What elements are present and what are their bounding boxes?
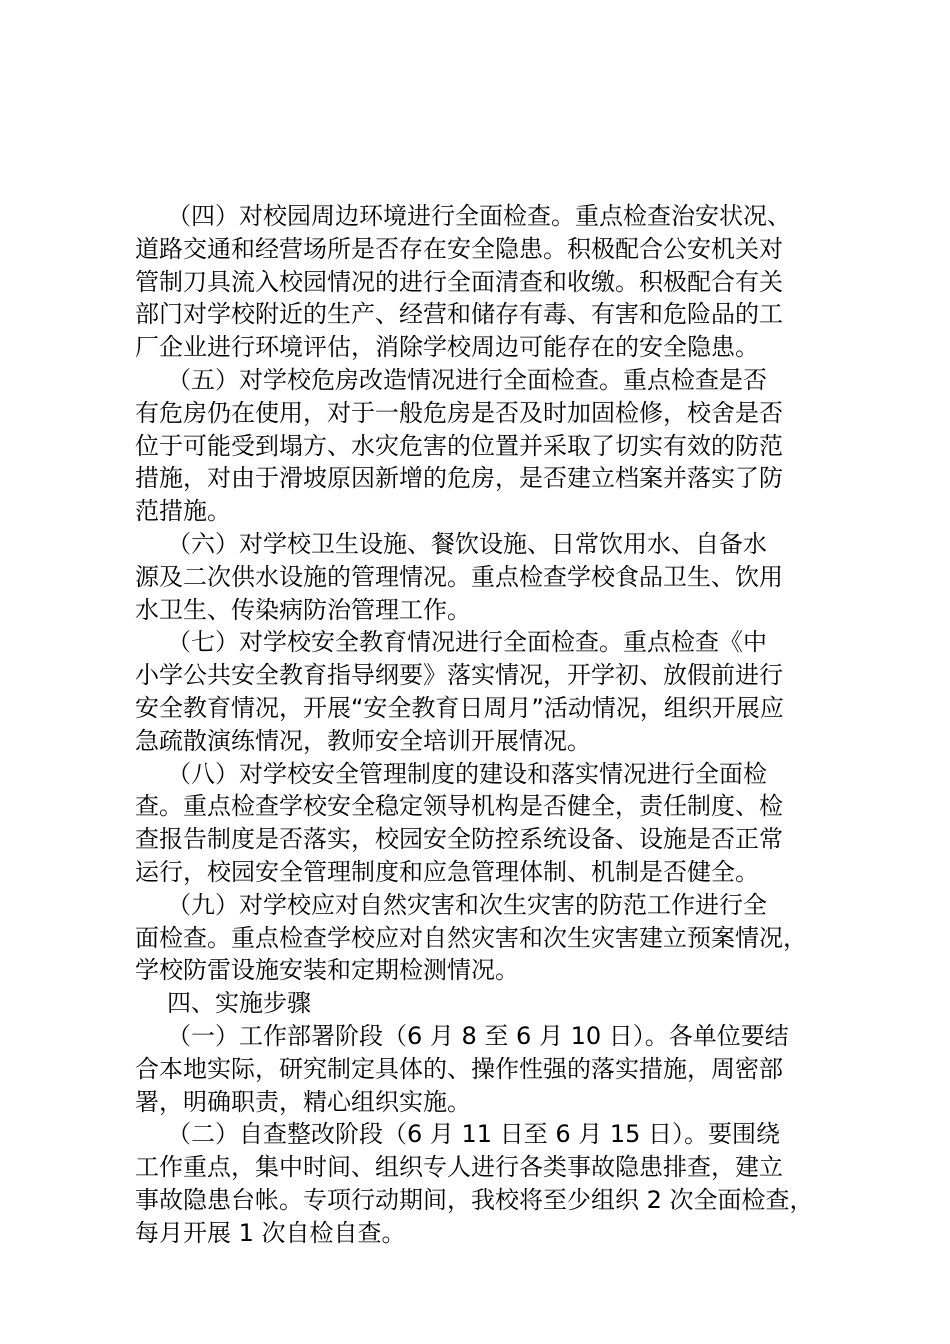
document-body (135, 200, 825, 1250)
paragraph-step-deployment (135, 1020, 825, 1118)
paragraph-line: 道路交通和经营场所是否存在安全隐患。积极配合公安机关对 (135, 234, 783, 263)
paragraph-line: 查。重点检查学校安全稳定领导机构是否健全，责任制度、检 (135, 792, 783, 821)
paragraph-line: 安全教育情况，开展“安全教育日周月”活动情况，组织开展应 (135, 693, 784, 722)
paragraph-line: 管制刀具流入校园情况的进行全面清查和收缴。积极配合有关 (135, 267, 783, 296)
paragraph-line: 范措施。 (135, 497, 231, 526)
paragraph-section-heading-steps (135, 987, 825, 1020)
paragraph-line: 查报告制度是否落实，校园安全防控系统设备、设施是否正常 (135, 825, 783, 854)
paragraph-line: 水卫生、传染病防治管理工作。 (135, 595, 471, 624)
paragraph-line: 每月开展 1 次自检自查。 (135, 1218, 406, 1247)
paragraph-line: 小学公共安全教育指导纲要》落实情况，开学初、放假前进行 (135, 661, 783, 690)
paragraph-line: 合本地实际，研究制定具体的、操作性强的落实措施，周密部 (135, 1054, 783, 1083)
paragraph-line: （二）自查整改阶段（6 月 11 日至 6 月 15 日）。要围绕 (167, 1120, 781, 1149)
paragraph-line: 学校防雷设施安装和定期检测情况。 (135, 956, 519, 985)
paragraph-line: 部门对学校附近的生产、经营和储存有毒、有害和危险品的工 (135, 300, 783, 329)
paragraph-line: （四）对校园周边环境进行全面检查。重点检查治安状况、 (167, 202, 791, 230)
paragraph-line: 运行，校园安全管理制度和应急管理体制、机制是否健全。 (135, 857, 759, 886)
paragraph-line: （一）工作部署阶段（6 月 8 至 6 月 10 日）。各单位要结 (167, 1021, 789, 1050)
paragraph-inspect-disaster-prevention (135, 889, 825, 987)
paragraph-line: 有危房仍在使用，对于一般危房是否及时加固检修，校舍是否 (135, 398, 783, 427)
paragraph-inspect-dangerous-buildings (135, 364, 825, 528)
paragraph-line: 面检查。重点检查学校应对自然灾害和次生灾害建立预案情况， (135, 923, 807, 952)
paragraph-line: （八）对学校安全管理制度的建设和落实情况进行全面检 (167, 759, 767, 788)
paragraph-line: 厂企业进行环境评估，消除学校周边可能存在的安全隐患。 (135, 333, 759, 362)
paragraph-step-self-check (135, 1118, 825, 1249)
paragraph-line: 四、实施步骤 (167, 989, 311, 1018)
paragraph-line: （九）对学校应对自然灾害和次生灾害的防范工作进行全 (167, 890, 767, 919)
paragraph-inspect-management-system (135, 758, 825, 889)
paragraph-line: 署，明确职责，精心组织实施。 (135, 1087, 471, 1116)
paragraph-line: （五）对学校危房改造情况进行全面检查。重点检查是否 (167, 365, 767, 394)
paragraph-line: （六）对学校卫生设施、餐饮设施、日常饮用水、自备水 (167, 529, 767, 558)
paragraph-inspect-sanitation (135, 528, 825, 626)
paragraph-line: 事故隐患台帐。专项行动期间，我校将至少组织 2 次全面检查， (135, 1185, 814, 1214)
paragraph-line: 源及二次供水设施的管理情况。重点检查学校食品卫生、饮用 (135, 562, 783, 591)
paragraph-line: 急疏散演练情况，教师安全培训开展情况。 (135, 726, 591, 755)
paragraph-line: 工作重点，集中时间、组织专人进行各类事故隐患排查，建立 (135, 1153, 783, 1182)
paragraph-line: 位于可能受到塌方、水灾危害的位置并采取了切实有效的防范 (135, 431, 783, 460)
paragraph-inspect-safety-education (135, 626, 825, 757)
paragraph-line: （七）对学校安全教育情况进行全面检查。重点检查《中 (167, 628, 767, 657)
paragraph-line: 措施，对由于滑坡原因新增的危房，是否建立档案并落实了防 (135, 464, 783, 493)
paragraph-inspect-surroundings (135, 200, 825, 364)
